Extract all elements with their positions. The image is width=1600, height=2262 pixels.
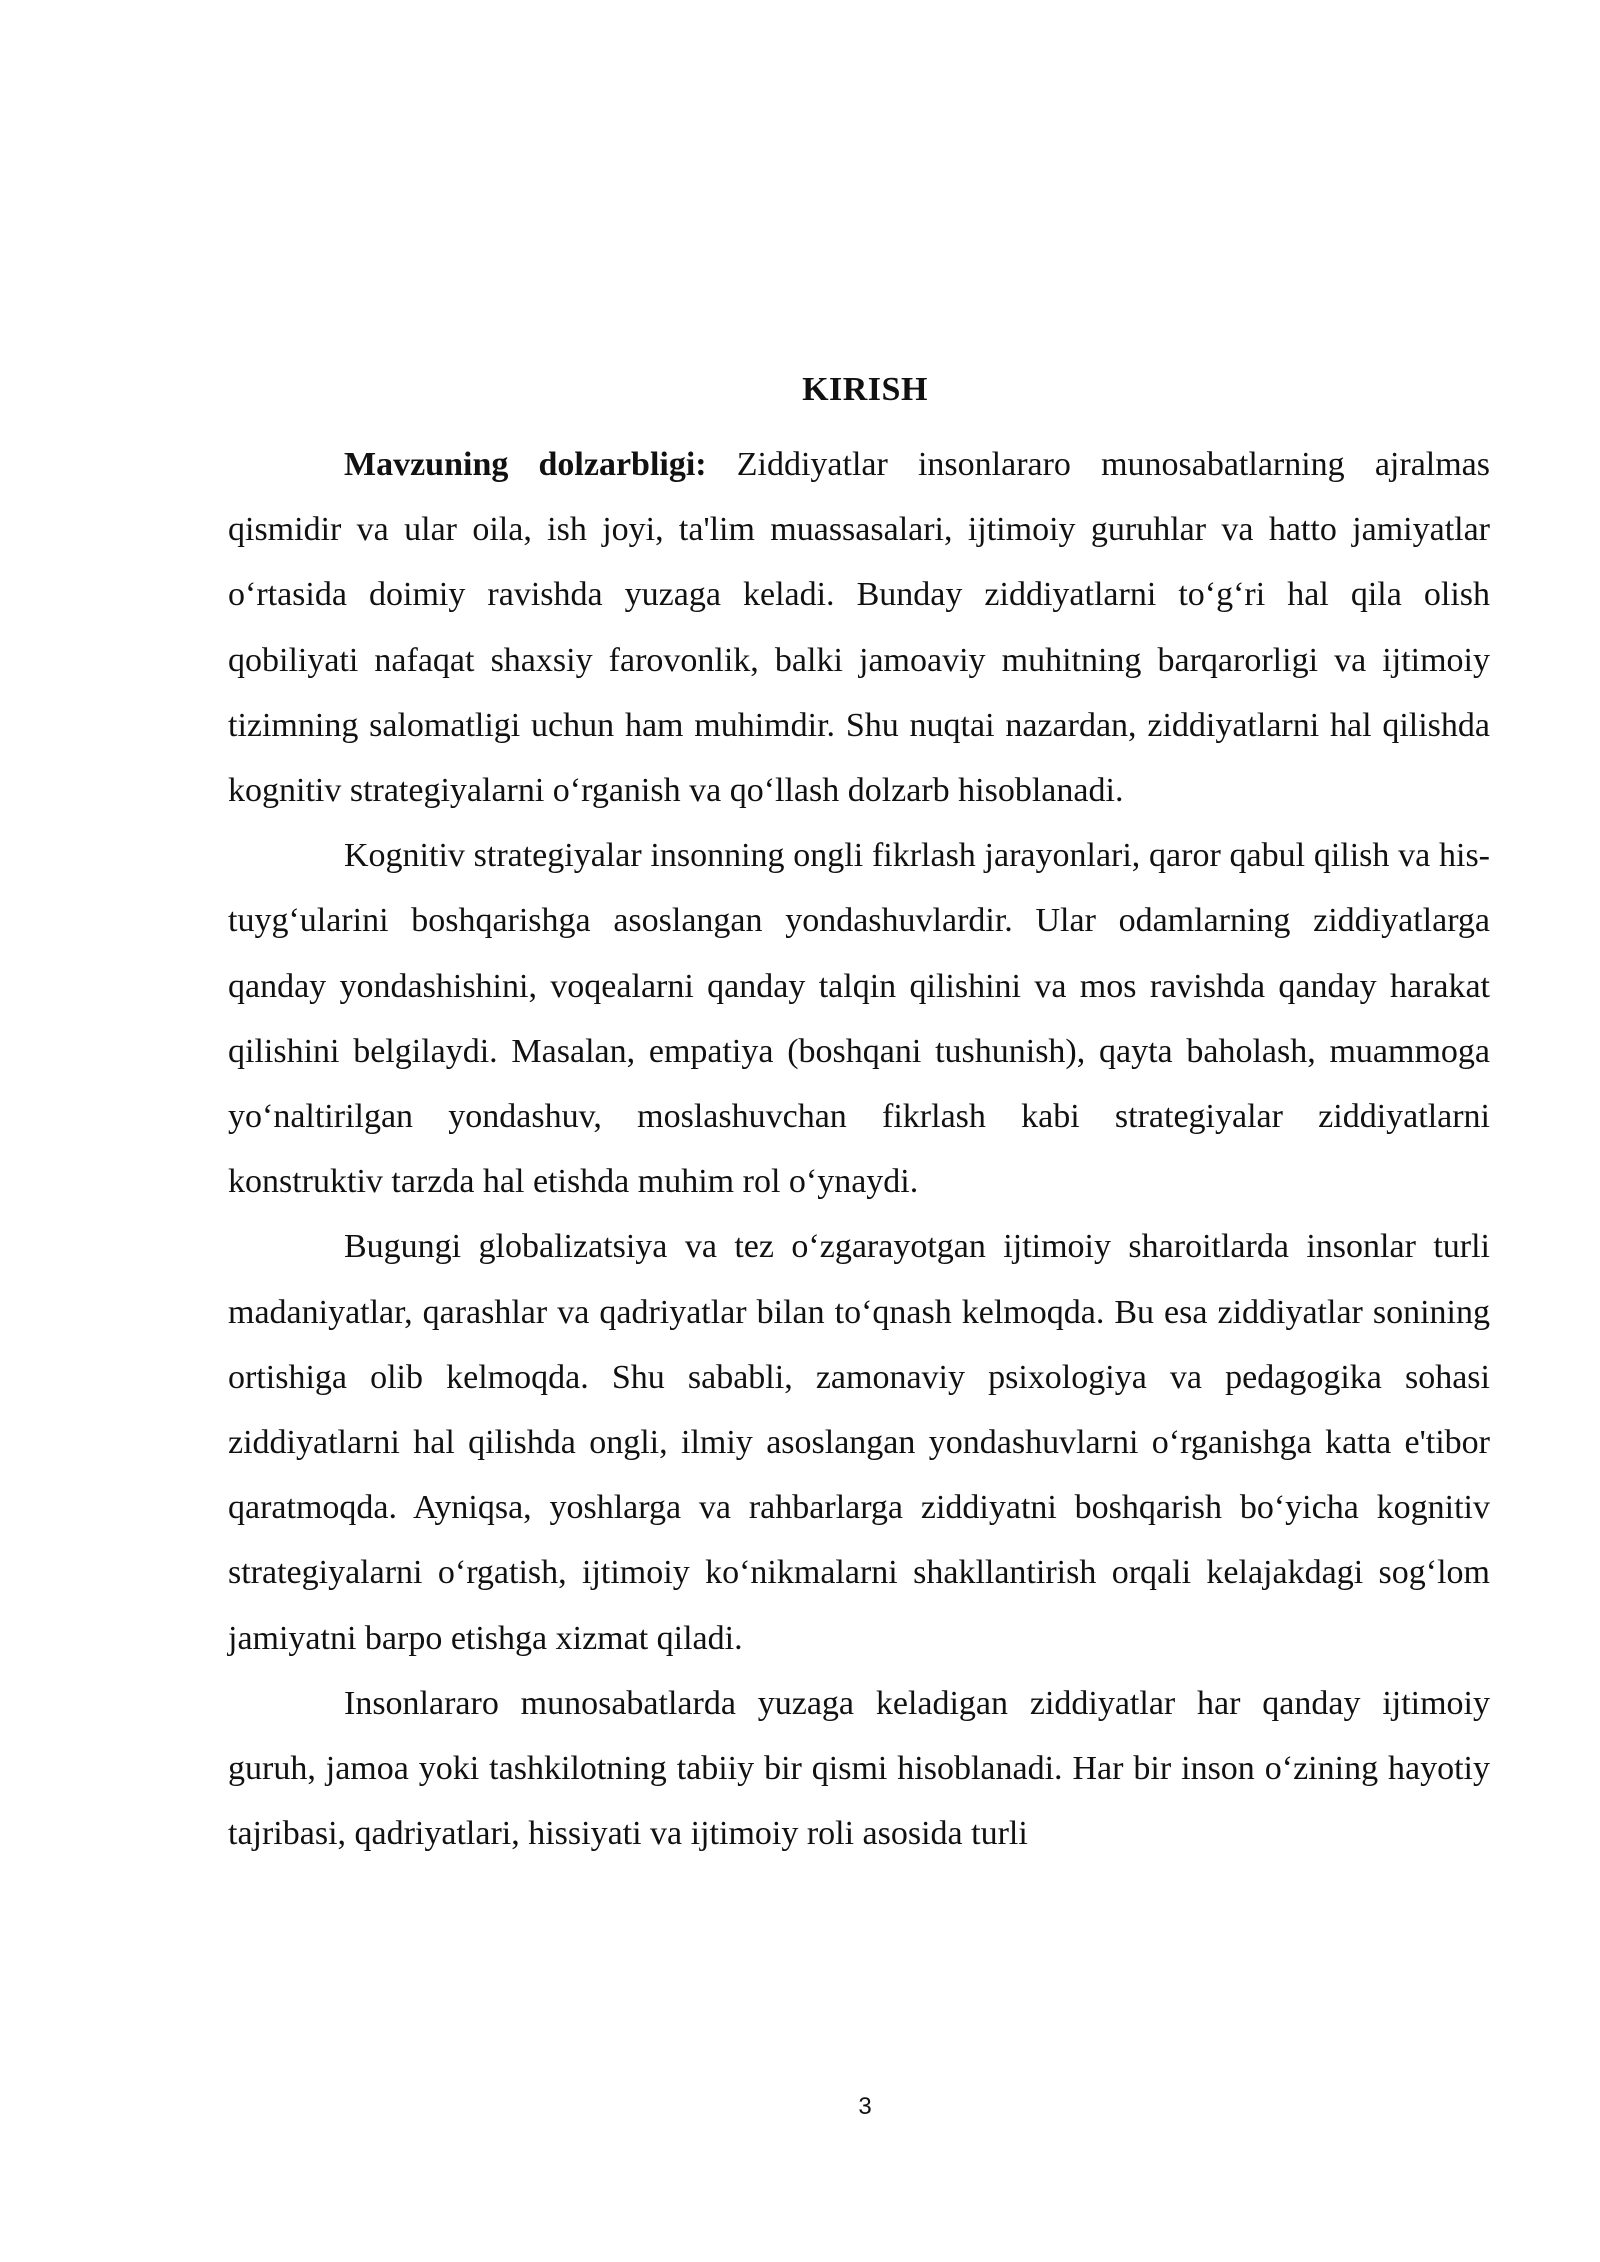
paragraph-cognitive-strategies: Kognitiv strategiyalar insonning ongli fikrlash jarayonlari, qaror qabul qilish va his-tuyg‘ularini boshqarishga asoslangan yondashuvlardir. Ular odamlarning ziddiyatlarga qanday yondashishini, voqealarni qanday talqin qilishini va mos ravishda qanday harakat qilishini belgilaydi. Masalan, empatiya (boshqani tushunish), qayta baholash, muammoga yo‘naltirilgan yondashuv, moslashuvchan fikrlash kabi strategiyalar ziddiyatlarni konstruktiv tarzda hal etishda muhim rol o‘ynaydi. <box>228 837 1490 1201</box>
paragraph-relevance <box>228 432 1490 823</box>
section-heading: KIRISH <box>802 371 928 408</box>
paragraph-lead: Mavzuning dolzarbligi: <box>344 446 707 483</box>
page-number: 3 <box>858 2093 872 2120</box>
paragraph-text: Ziddiyatlar insonlararo munosabatlarning ajralmas qismidir va ular oila, ish joyi, ta'lim muassasalari, ijtimoiy guruhlar va hatto jamiyatlar o‘rtasida doimiy ravishda yuzaga keladi. Bunday ziddiyatlarni to‘g‘ri hal qila olish qobiliyati nafaqat shaxsiy farovonlik, balki jamoaviy muhitning barqarorligi va ijtimoiy tizimning salomatligi uchun ham muhimdir. Shu nuqtai nazardan, ziddiyatlarni hal qilishda kognitiv strategiyalarni o‘rganish va qo‘llash dolzarb hisoblanadi. <box>228 446 1490 810</box>
body-text <box>228 432 1490 1866</box>
paragraph-globalization: Bugungi globalizatsiya va tez o‘zgarayotgan ijtimoiy sharoitlarda insonlar turli madaniyatlar, qarashlar va qadriyatlar bilan to‘qnash kelmoqda. Bu esa ziddiyatlar sonining ortishiga olib kelmoqda. Shu sababli, zamonaviy psixologiya va pedagogika sohasi ziddiyatlarni hal qilishda ongli, ilmiy asoslangan yondashuvlarni o‘rganishga katta e'tibor qaratmoqda. Ayniqsa, yoshlarga va rahbarlarga ziddiyatni boshqarish bo‘yicha kognitiv strategiyalarni o‘rgatish, ijtimoiy ko‘nikmalarni shakllantirish orqali kelajakdagi sog‘lom jamiyatni barpo etishga xizmat qiladi. <box>228 1228 1490 1657</box>
paragraph-interpersonal-conflicts: Insonlararo munosabatlarda yuzaga keladigan ziddiyatlar har qanday ijtimoiy guruh, jamoa yoki tashkilotning tabiiy bir qismi hisoblanadi. Har bir inson o‘zining hayotiy tajribasi, qadriyatlari, hissiyati va ijtimoiy roli asosida turli <box>228 1684 1490 1853</box>
